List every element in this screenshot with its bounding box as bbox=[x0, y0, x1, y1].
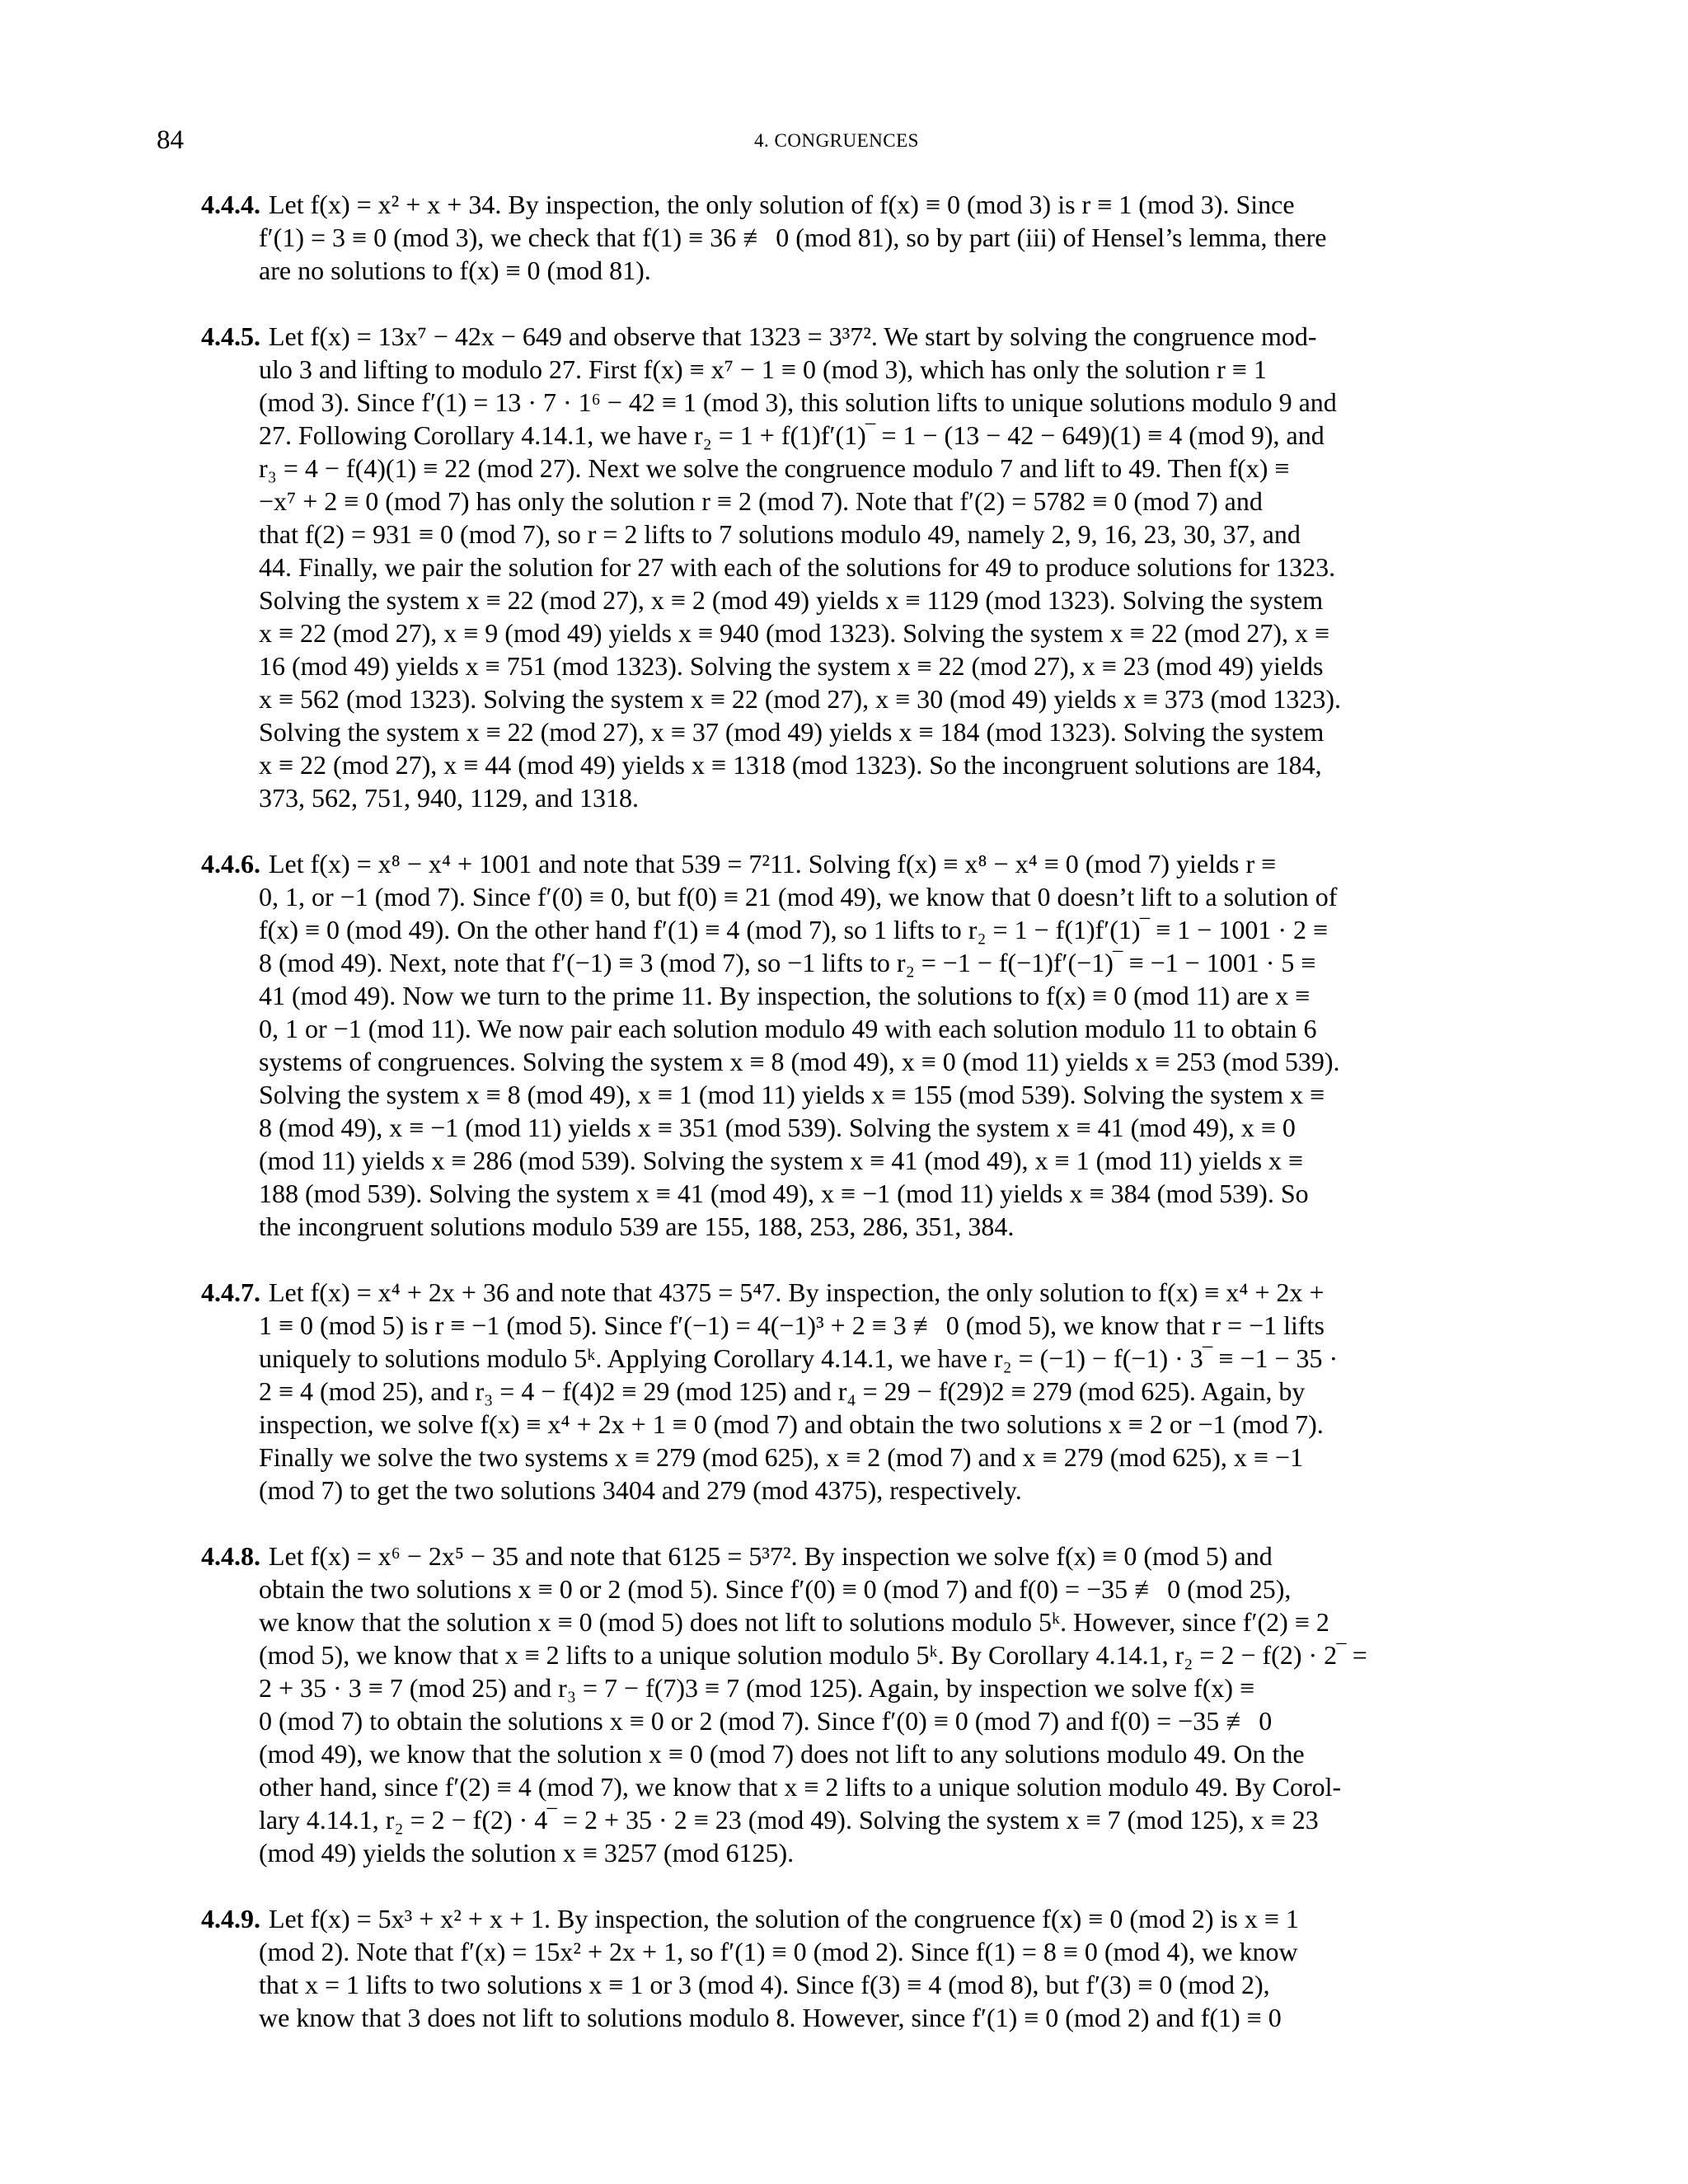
text-line bbox=[201, 682, 1515, 715]
line-text: (mod 3). Since f′(1) = 13 · 7 · 1⁶ − 42 ≡ 1 (mod 3), this solution lifts to unique solutions modulo 9 and bbox=[259, 387, 1337, 417]
line-text: lary 4.14.1, r₂ = 2 − f(2) · 4‾ = 2 + 35 · 2 ≡ 23 (mod 49). Solving the system x ≡ 7 (mod 125), x ≡ 23 bbox=[259, 1805, 1319, 1835]
text-line bbox=[201, 1638, 1515, 1671]
exercise-solution bbox=[201, 188, 1515, 287]
line-text: Let f(x) = 13x⁷ − 42x − 649 and observe that 1323 = 3³7². We start by solving the congruence mod- bbox=[269, 321, 1317, 351]
line-text: 41 (mod 49). Now we turn to the prime 11. By inspection, the solutions to f(x) ≡ 0 (mod 11) are x ≡ bbox=[259, 981, 1311, 1010]
text-line bbox=[201, 1935, 1515, 1968]
text-line bbox=[201, 649, 1515, 682]
line-text: x ≡ 22 (mod 27), x ≡ 44 (mod 49) yields x ≡ 1318 (mod 1323). So the incongruent solutions are 184, bbox=[259, 750, 1322, 780]
page-number: 84 bbox=[157, 125, 184, 155]
line-text: inspection, we solve f(x) ≡ x⁴ + 2x + 1 ≡ 0 (mod 7) and obtain the two solutions x ≡ 2 or −1 (mod 7). bbox=[259, 1409, 1324, 1439]
line-text: Finally we solve the two systems x ≡ 279 (mod 625), x ≡ 2 (mod 7) and x ≡ 279 (mod 625), x ≡ −1 bbox=[259, 1442, 1304, 1472]
text-line bbox=[201, 1078, 1515, 1111]
text-line bbox=[201, 1605, 1515, 1638]
text-line bbox=[201, 1770, 1515, 1803]
line-text: we know that the solution x ≡ 0 (mod 5) does not lift to solutions modulo 5ᵏ. However, since f′(2) ≡ 2 bbox=[259, 1607, 1329, 1637]
line-text: (mod 7) to get the two solutions 3404 and 279 (mod 4375), respectively. bbox=[259, 1475, 1022, 1505]
line-text: other hand, since f′(2) ≡ 4 (mod 7), we know that x ≡ 2 lifts to a unique solution modulo 49. By Corol- bbox=[259, 1772, 1342, 1802]
text-line bbox=[201, 715, 1515, 748]
text-line bbox=[201, 1210, 1515, 1243]
line-text: Solving the system x ≡ 8 (mod 49), x ≡ 1 (mod 11) yields x ≡ 155 (mod 539). Solving the system x ≡ bbox=[259, 1080, 1325, 1109]
text-line bbox=[201, 221, 1515, 254]
exercise-number: 4.4.5. bbox=[201, 321, 260, 351]
line-text: obtain the two solutions x ≡ 0 or 2 (mod 5). Since f′(0) ≡ 0 (mod 7) and f(0) = −35 ≢ 0 (mod 25), bbox=[259, 1574, 1292, 1604]
line-text: (mod 49) yields the solution x ≡ 3257 (mod 6125). bbox=[259, 1838, 795, 1868]
line-text: r₃ = 4 − f(4)(1) ≡ 22 (mod 27). Next we solve the congruence modulo 7 and lift to 49. Then f(x) ≡ bbox=[259, 453, 1290, 483]
text-line bbox=[201, 1474, 1515, 1507]
line-text: 1 ≡ 0 (mod 5) is r ≡ −1 (mod 5). Since f′(−1) = 4(−1)³ + 2 ≡ 3 ≢ 0 (mod 5), we know that r = −1 lifts bbox=[259, 1310, 1325, 1340]
line-text: f(x) ≡ 0 (mod 49). On the other hand f′(1) ≡ 4 (mod 7), so 1 lifts to r₂ = 1 − f(1)f′(1)‾ ≡ 1 − 1001 · 2 ≡ bbox=[259, 915, 1329, 944]
text-line bbox=[201, 2001, 1515, 2034]
text-line bbox=[201, 781, 1515, 814]
line-text: x ≡ 22 (mod 27), x ≡ 9 (mod 49) yields x ≡ 940 (mod 1323). Solving the system x ≡ 22 (mod 27), x ≡ bbox=[259, 618, 1330, 648]
line-text: (mod 49), we know that the solution x ≡ 0 (mod 7) does not lift to any solutions modulo 49. On the bbox=[259, 1739, 1305, 1769]
line-text: 8 (mod 49), x ≡ −1 (mod 11) yields x ≡ 351 (mod 539). Solving the system x ≡ 41 (mod 49), x ≡ 0 bbox=[259, 1113, 1296, 1142]
line-text: 2 ≡ 4 (mod 25), and r₃ = 4 − f(4)2 ≡ 29 (mod 125) and r₄ = 29 − f(29)2 ≡ 279 (mod 625). Again, by bbox=[259, 1376, 1306, 1406]
text-line bbox=[201, 847, 1515, 880]
text-line bbox=[201, 1441, 1515, 1474]
text-line bbox=[201, 1671, 1515, 1704]
line-text: (mod 11) yields x ≡ 286 (mod 539). Solving the system x ≡ 41 (mod 49), x ≡ 1 (mod 11) yields x ≡ bbox=[259, 1146, 1304, 1175]
text-line bbox=[201, 386, 1515, 419]
line-text: −x⁷ + 2 ≡ 0 (mod 7) has only the solution r ≡ 2 (mod 7). Note that f′(2) = 5782 ≡ 0 (mod 7) and bbox=[259, 486, 1263, 516]
text-line bbox=[201, 1902, 1515, 1935]
line-text: f′(1) = 3 ≡ 0 (mod 3), we check that f(1) ≡ 36 ≢ 0 (mod 81), so by part (iii) of Hensel’s lemma, there bbox=[259, 223, 1327, 252]
page-body bbox=[201, 188, 1515, 2067]
exercise-solution bbox=[201, 1540, 1515, 1869]
line-text: 8 (mod 49). Next, note that f′(−1) ≡ 3 (mod 7), so −1 lifts to r₂ = −1 − f(−1)f′(−1)‾ ≡ −1 − 1001 · 5 ≡ bbox=[259, 948, 1316, 977]
text-line bbox=[201, 1375, 1515, 1408]
line-text: 44. Finally, we pair the solution for 27 with each of the solutions for 49 to produce solutions for 1323. bbox=[259, 552, 1336, 582]
text-line bbox=[201, 583, 1515, 616]
line-text: Let f(x) = x⁸ − x⁴ + 1001 and note that 539 = 7²11. Solving f(x) ≡ x⁸ − x⁴ ≡ 0 (mod 7) yields r ≡ bbox=[269, 849, 1277, 879]
text-line bbox=[201, 1408, 1515, 1441]
line-text: 0 (mod 7) to obtain the solutions x ≡ 0 or 2 (mod 7). Since f′(0) ≡ 0 (mod 7) and f(0) = −35 ≢ 0 bbox=[259, 1706, 1273, 1736]
text-line bbox=[201, 946, 1515, 979]
text-line bbox=[201, 913, 1515, 946]
line-text: Let f(x) = 5x³ + x² + x + 1. By inspection, the solution of the congruence f(x) ≡ 0 (mod 2) is x ≡ 1 bbox=[269, 1904, 1299, 1933]
exercise-number: 4.4.6. bbox=[201, 849, 260, 879]
text-line bbox=[201, 1309, 1515, 1342]
line-text: x ≡ 562 (mod 1323). Solving the system x ≡ 22 (mod 27), x ≡ 30 (mod 49) yields x ≡ 373 (mod 1323). bbox=[259, 684, 1341, 714]
line-text: that f(2) = 931 ≡ 0 (mod 7), so r = 2 lifts to 7 solutions modulo 49, namely 2, 9, 16, 23, 30, 37, and bbox=[259, 519, 1301, 549]
text-line bbox=[201, 1540, 1515, 1572]
text-line bbox=[201, 880, 1515, 913]
text-line bbox=[201, 1572, 1515, 1605]
text-line bbox=[201, 485, 1515, 518]
text-line bbox=[201, 1968, 1515, 2001]
text-line bbox=[201, 353, 1515, 386]
text-line bbox=[201, 1276, 1515, 1309]
line-text: 16 (mod 49) yields x ≡ 751 (mod 1323). Solving the system x ≡ 22 (mod 27), x ≡ 23 (mod 49) yields bbox=[259, 651, 1324, 681]
exercise-solution bbox=[201, 320, 1515, 814]
line-text: we know that 3 does not lift to solutions modulo 8. However, since f′(1) ≡ 0 (mod 2) and f(1) ≡ 0 bbox=[259, 2003, 1282, 2032]
text-line bbox=[201, 452, 1515, 485]
line-text: uniquely to solutions modulo 5ᵏ. Applying Corollary 4.14.1, we have r₂ = (−1) − f(−1) · 3‾ ≡ −1 − 35 · bbox=[259, 1343, 1339, 1373]
line-text: systems of congruences. Solving the system x ≡ 8 (mod 49), x ≡ 0 (mod 11) yields x ≡ 253 (mod 539). bbox=[259, 1047, 1340, 1076]
line-text: (mod 2). Note that f′(x) = 15x² + 2x + 1, so f′(1) ≡ 0 (mod 2). Since f(1) = 8 ≡ 0 (mod 4), we know bbox=[259, 1937, 1298, 1966]
text-line bbox=[201, 320, 1515, 353]
line-text: Solving the system x ≡ 22 (mod 27), x ≡ 2 (mod 49) yields x ≡ 1129 (mod 1323). Solving the system bbox=[259, 585, 1324, 615]
exercise-number: 4.4.7. bbox=[201, 1277, 260, 1307]
text-line bbox=[201, 1111, 1515, 1144]
line-text: the incongruent solutions modulo 539 are 155, 188, 253, 286, 351, 384. bbox=[259, 1212, 1015, 1241]
text-line bbox=[201, 979, 1515, 1012]
text-line bbox=[201, 1803, 1515, 1836]
line-text: Let f(x) = x⁴ + 2x + 36 and note that 4375 = 5⁴7. By inspection, the only solution to f(x) ≡ x⁴ + 2x + bbox=[269, 1277, 1325, 1307]
text-line bbox=[201, 518, 1515, 551]
text-line bbox=[201, 1704, 1515, 1737]
line-text: 0, 1 or −1 (mod 11). We now pair each solution modulo 49 with each solution modulo 11 to obtain 6 bbox=[259, 1014, 1317, 1043]
text-line bbox=[201, 616, 1515, 649]
text-line bbox=[201, 1177, 1515, 1210]
line-text: 188 (mod 539). Solving the system x ≡ 41 (mod 49), x ≡ −1 (mod 11) yields x ≡ 384 (mod 539). So bbox=[259, 1179, 1309, 1208]
line-text: 2 + 35 · 3 ≡ 7 (mod 25) and r₃ = 7 − f(7)3 ≡ 7 (mod 125). Again, by inspection we solve f(x) ≡ bbox=[259, 1673, 1255, 1703]
text-line bbox=[201, 1342, 1515, 1375]
text-line bbox=[201, 1144, 1515, 1177]
page-header bbox=[157, 122, 1517, 163]
exercise-number: 4.4.8. bbox=[201, 1541, 260, 1571]
exercise-number: 4.4.4. bbox=[201, 190, 260, 219]
line-text: Solving the system x ≡ 22 (mod 27), x ≡ 37 (mod 49) yields x ≡ 184 (mod 1323). Solving the system bbox=[259, 717, 1325, 747]
running-head: 4. CONGRUENCES bbox=[754, 130, 919, 151]
text-line bbox=[201, 188, 1515, 221]
text-line bbox=[201, 1045, 1515, 1078]
text-line bbox=[201, 551, 1515, 583]
exercise-solution bbox=[201, 1902, 1515, 2034]
line-text: Let f(x) = x² + x + 34. By inspection, the only solution of f(x) ≡ 0 (mod 3) is r ≡ 1 (mod 3). Since bbox=[269, 190, 1295, 219]
line-text: 27. Following Corollary 4.14.1, we have r₂ = 1 + f(1)f′(1)‾ = 1 − (13 − 42 − 649)(1) ≡ 4 (mod 9), and bbox=[259, 420, 1325, 450]
text-line bbox=[201, 254, 1515, 287]
exercise-number: 4.4.9. bbox=[201, 1904, 260, 1933]
text-line bbox=[201, 1836, 1515, 1869]
exercise-solution bbox=[201, 1276, 1515, 1507]
text-line bbox=[201, 419, 1515, 452]
text-line bbox=[201, 1012, 1515, 1045]
line-text: 0, 1, or −1 (mod 7). Since f′(0) ≡ 0, but f(0) ≡ 21 (mod 49), we know that 0 doesn’t lift to a solution of bbox=[259, 882, 1338, 912]
text-line bbox=[201, 1737, 1515, 1770]
line-text: that x = 1 lifts to two solutions x ≡ 1 or 3 (mod 4). Since f(3) ≡ 4 (mod 8), but f′(3) ≡ 0 (mod 2), bbox=[259, 1970, 1270, 1999]
text-line bbox=[201, 748, 1515, 781]
line-text: ulo 3 and lifting to modulo 27. First f(x) ≡ x⁷ − 1 ≡ 0 (mod 3), which has only the solution r ≡ 1 bbox=[259, 354, 1267, 384]
exercise-solution bbox=[201, 847, 1515, 1243]
line-text: are no solutions to f(x) ≡ 0 (mod 81). bbox=[259, 255, 651, 285]
line-text: 373, 562, 751, 940, 1129, and 1318. bbox=[259, 783, 640, 813]
line-text: Let f(x) = x⁶ − 2x⁵ − 35 and note that 6125 = 5³7². By inspection we solve f(x) ≡ 0 (mod 5) and bbox=[269, 1541, 1273, 1571]
line-text: (mod 5), we know that x ≡ 2 lifts to a unique solution modulo 5ᵏ. By Corollary 4.14.1, r₂ = 2 − f(2) · 2‾ = bbox=[259, 1640, 1367, 1670]
